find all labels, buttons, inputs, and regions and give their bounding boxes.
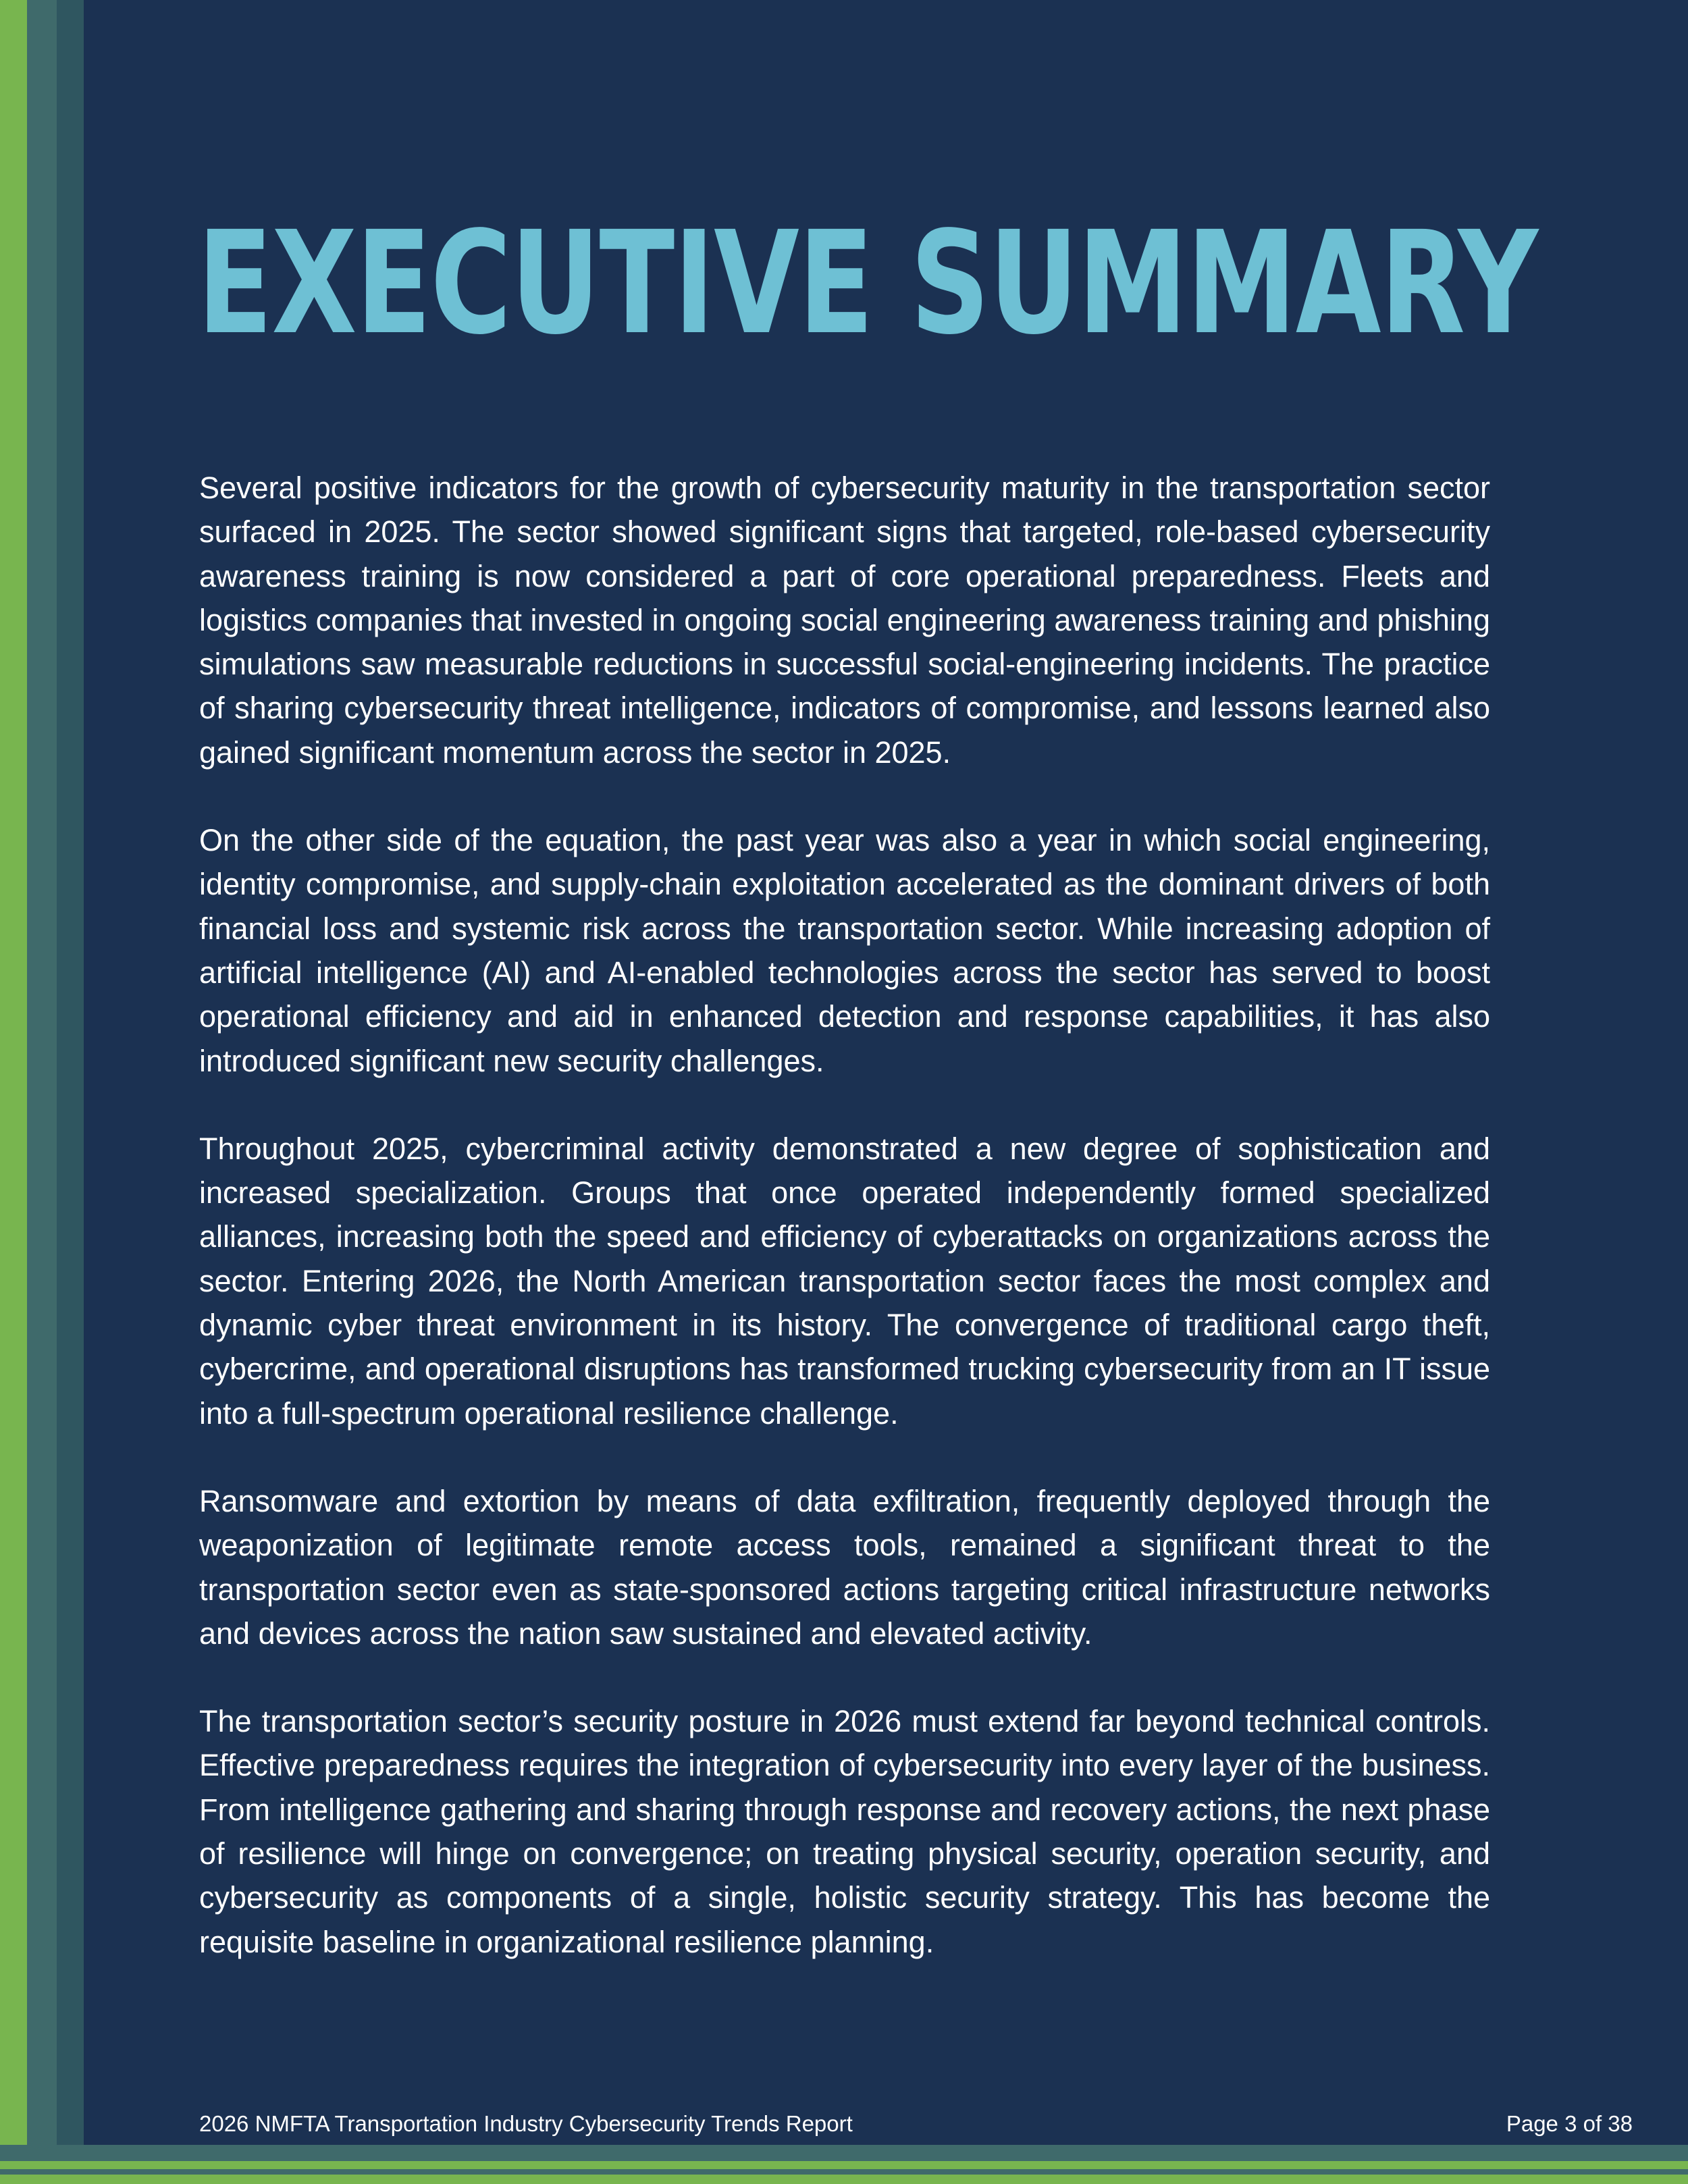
footer-report-name: 2026 NMFTA Transportation Industry Cybersecurity Trends Report (199, 2111, 853, 2136)
summary-body (199, 466, 1490, 2008)
footer-page-number: Page 3 of 38 (1506, 2111, 1633, 2136)
paragraph-5: The transportation sector’s security posture in 2026 must extend far beyond technical controls. Effective preparedness requires the integration of cybersecurity into every layer of the business. From intelligence gathering and sharing through response and recovery actions, the next phase of resilience will hinge on convergence; on treating physical security, operation security, and cybersecurity as components of a single, holistic security strategy. This has become the requisite baseline in organizational resilience planning. (199, 1704, 1490, 1959)
paragraph-2: On the other side of the equation, the past year was also a year in which social engineering, identity compromise, and supply-chain exploitation accelerated as the dominant drivers of both financial loss and systemic risk across the transportation sector. While increasing adoption of artificial intelligence (AI) and AI-enabled technologies across the sector has served to boost operational efficiency and aid in enhanced detection and response capabilities, it has also introduced significant new security challenges. (199, 823, 1490, 1078)
left-border-dark-teal (57, 0, 84, 2184)
bottom-border-line (0, 2169, 1688, 2175)
page-title: EXECUTIVE SUMMARY (197, 201, 1537, 366)
paragraph-4: Ransomware and extortion by means of data exfiltration, frequently deployed through the weaponization of legitimate remote access tools, remained a significant threat to the transportation sector even as state-sponsored actions targeting critical infrastructure networks and devices across the nation saw sustained and elevated activity. (199, 1483, 1490, 1651)
paragraph-1: Several positive indicators for the growth of cybersecurity maturity in the transportation sector surfaced in 2025. The sector showed significant signs that targeted, role-based cybersecurity awareness training is now considered a part of core operational preparedness. Fleets and logistics companies that invested in ongoing social engineering awareness training and phishing simulations saw measurable reductions in successful social-engineering incidents. The practice of sharing cybersecurity threat intelligence, indicators of compromise, and lessons learned also gained significant momentum across the sector in 2025. (199, 471, 1490, 770)
left-border-teal (27, 0, 57, 2184)
left-border-green (0, 0, 27, 2184)
paragraph-3: Throughout 2025, cybercriminal activity demonstrated a new degree of sophistication and increased specialization. Groups that once operated independently formed specialized alliances, increasing both the speed and efficiency of cyberattacks on organizations across the sector. Entering 2026, the North American transportation sector faces the most complex and dynamic cyber threat environment in its history. The convergence of traditional cargo theft, cybercrime, and operational disruptions has transformed trucking cybersecurity from an IT issue into a full-spectrum operational resilience challenge. (199, 1131, 1490, 1431)
